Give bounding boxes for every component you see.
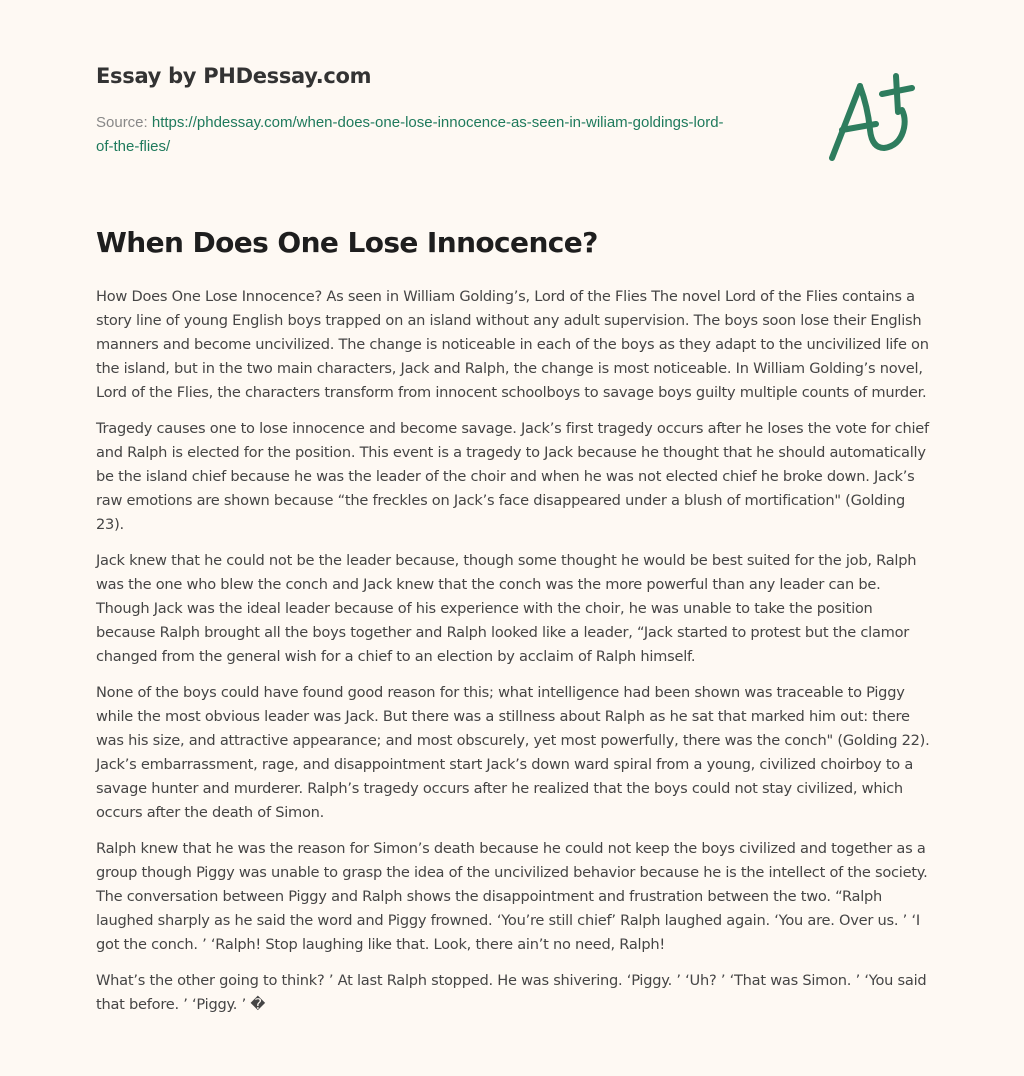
- essay-paragraph: Tragedy causes one to lose innocence and become savage. Jack’s first tragedy occurs after he loses the vote for chief and Ralph is elected for the position. This event is a tragedy to Jack because he thought that he should automatically be the island chief because he was the leader of the choir and when he was not elected chief he broke down. Jack’s raw emotions are shown because “the freckles on Jack’s face disappeared under a blush of mortification" (Golding 23).: [96, 420, 929, 533]
- source-link[interactable]: https://phdessay.com/when-does-one-lose-innocence-as-seen-in-wiliam-goldings-lord-of-the-flies/: [96, 114, 724, 155]
- essay-body: [96, 285, 936, 1029]
- site-brand: Essay by PHDessay.com: [96, 64, 372, 88]
- essay-paragraph: How Does One Lose Innocence? As seen in William Golding’s, Lord of the Flies The novel Lord of the Flies contains a story line of young English boys trapped on an island without any adult supervision. The boys soon lose their English manners and become uncivilized. The change is noticeable in each of the boys as they adapt to the uncivilized life on the island, but in the two main characters, Jack and Ralph, the change is most noticeable. In William Golding’s novel, Lord of the Flies, the characters transform from innocent schoolboys to savage boys guilty multiple counts of murder.: [96, 288, 929, 401]
- essay-paragraph: Ralph knew that he was the reason for Simon’s death because he could not keep the boys civilized and together as a group though Piggy was unable to grasp the idea of the uncivilized behavior because he is the intellect of the society. The conversation between Piggy and Ralph shows the disappointment and frustration between the two. “Ralph laughed sharply as he said the word and Piggy frowned. ‘You’re still chief’ Ralph laughed again. ‘You are. Over us. ’ ‘I got the conch. ’ ‘Ralph! Stop laughing like that. Look, there ain’t no need, Ralph!: [96, 840, 928, 953]
- essay-title: When Does One Lose Innocence?: [96, 226, 598, 259]
- essay-page: [96, 0, 930, 1013]
- essay-paragraph: None of the boys could have found good reason for this; what intelligence had been shown was traceable to Piggy while the most obvious leader was Jack. But there was a stillness about Ralph as he sat that marked him out: there was his size, and attractive appearance; and most obscurely, yet most powerfully, there was the conch" (Golding 22). Jack’s embarrassment, rage, and disappointment start Jack’s down ward spiral from a young, civilized choirboy to a savage hunter and murderer. Ralph’s tragedy occurs after he realized that the boys could not stay civilized, which occurs after the death of Simon.: [96, 684, 930, 821]
- a-plus-grade-icon: [824, 68, 928, 164]
- essay-paragraph: What’s the other going to think? ’ At last Ralph stopped. He was shivering. ‘Piggy. ’ ‘Uh? ’ ‘That was Simon. ’ ‘You said that before. ’ ‘Piggy. ’ �: [96, 972, 927, 1013]
- essay-paragraph: Jack knew that he could not be the leader because, though some thought he would be best suited for the job, Ralph was the one who blew the conch and Jack knew that the conch was the more powerful than any leader can be. Though Jack was the ideal leader because of his experience with the choir, he was unable to take the position because Ralph brought all the boys together and Ralph looked like a leader, “Jack started to protest but the clamor changed from the general wish for a chief to an election by acclaim of Ralph himself.: [96, 552, 917, 665]
- source-line: [96, 111, 736, 159]
- site-header: [96, 0, 928, 180]
- source-label: Source:: [96, 114, 152, 131]
